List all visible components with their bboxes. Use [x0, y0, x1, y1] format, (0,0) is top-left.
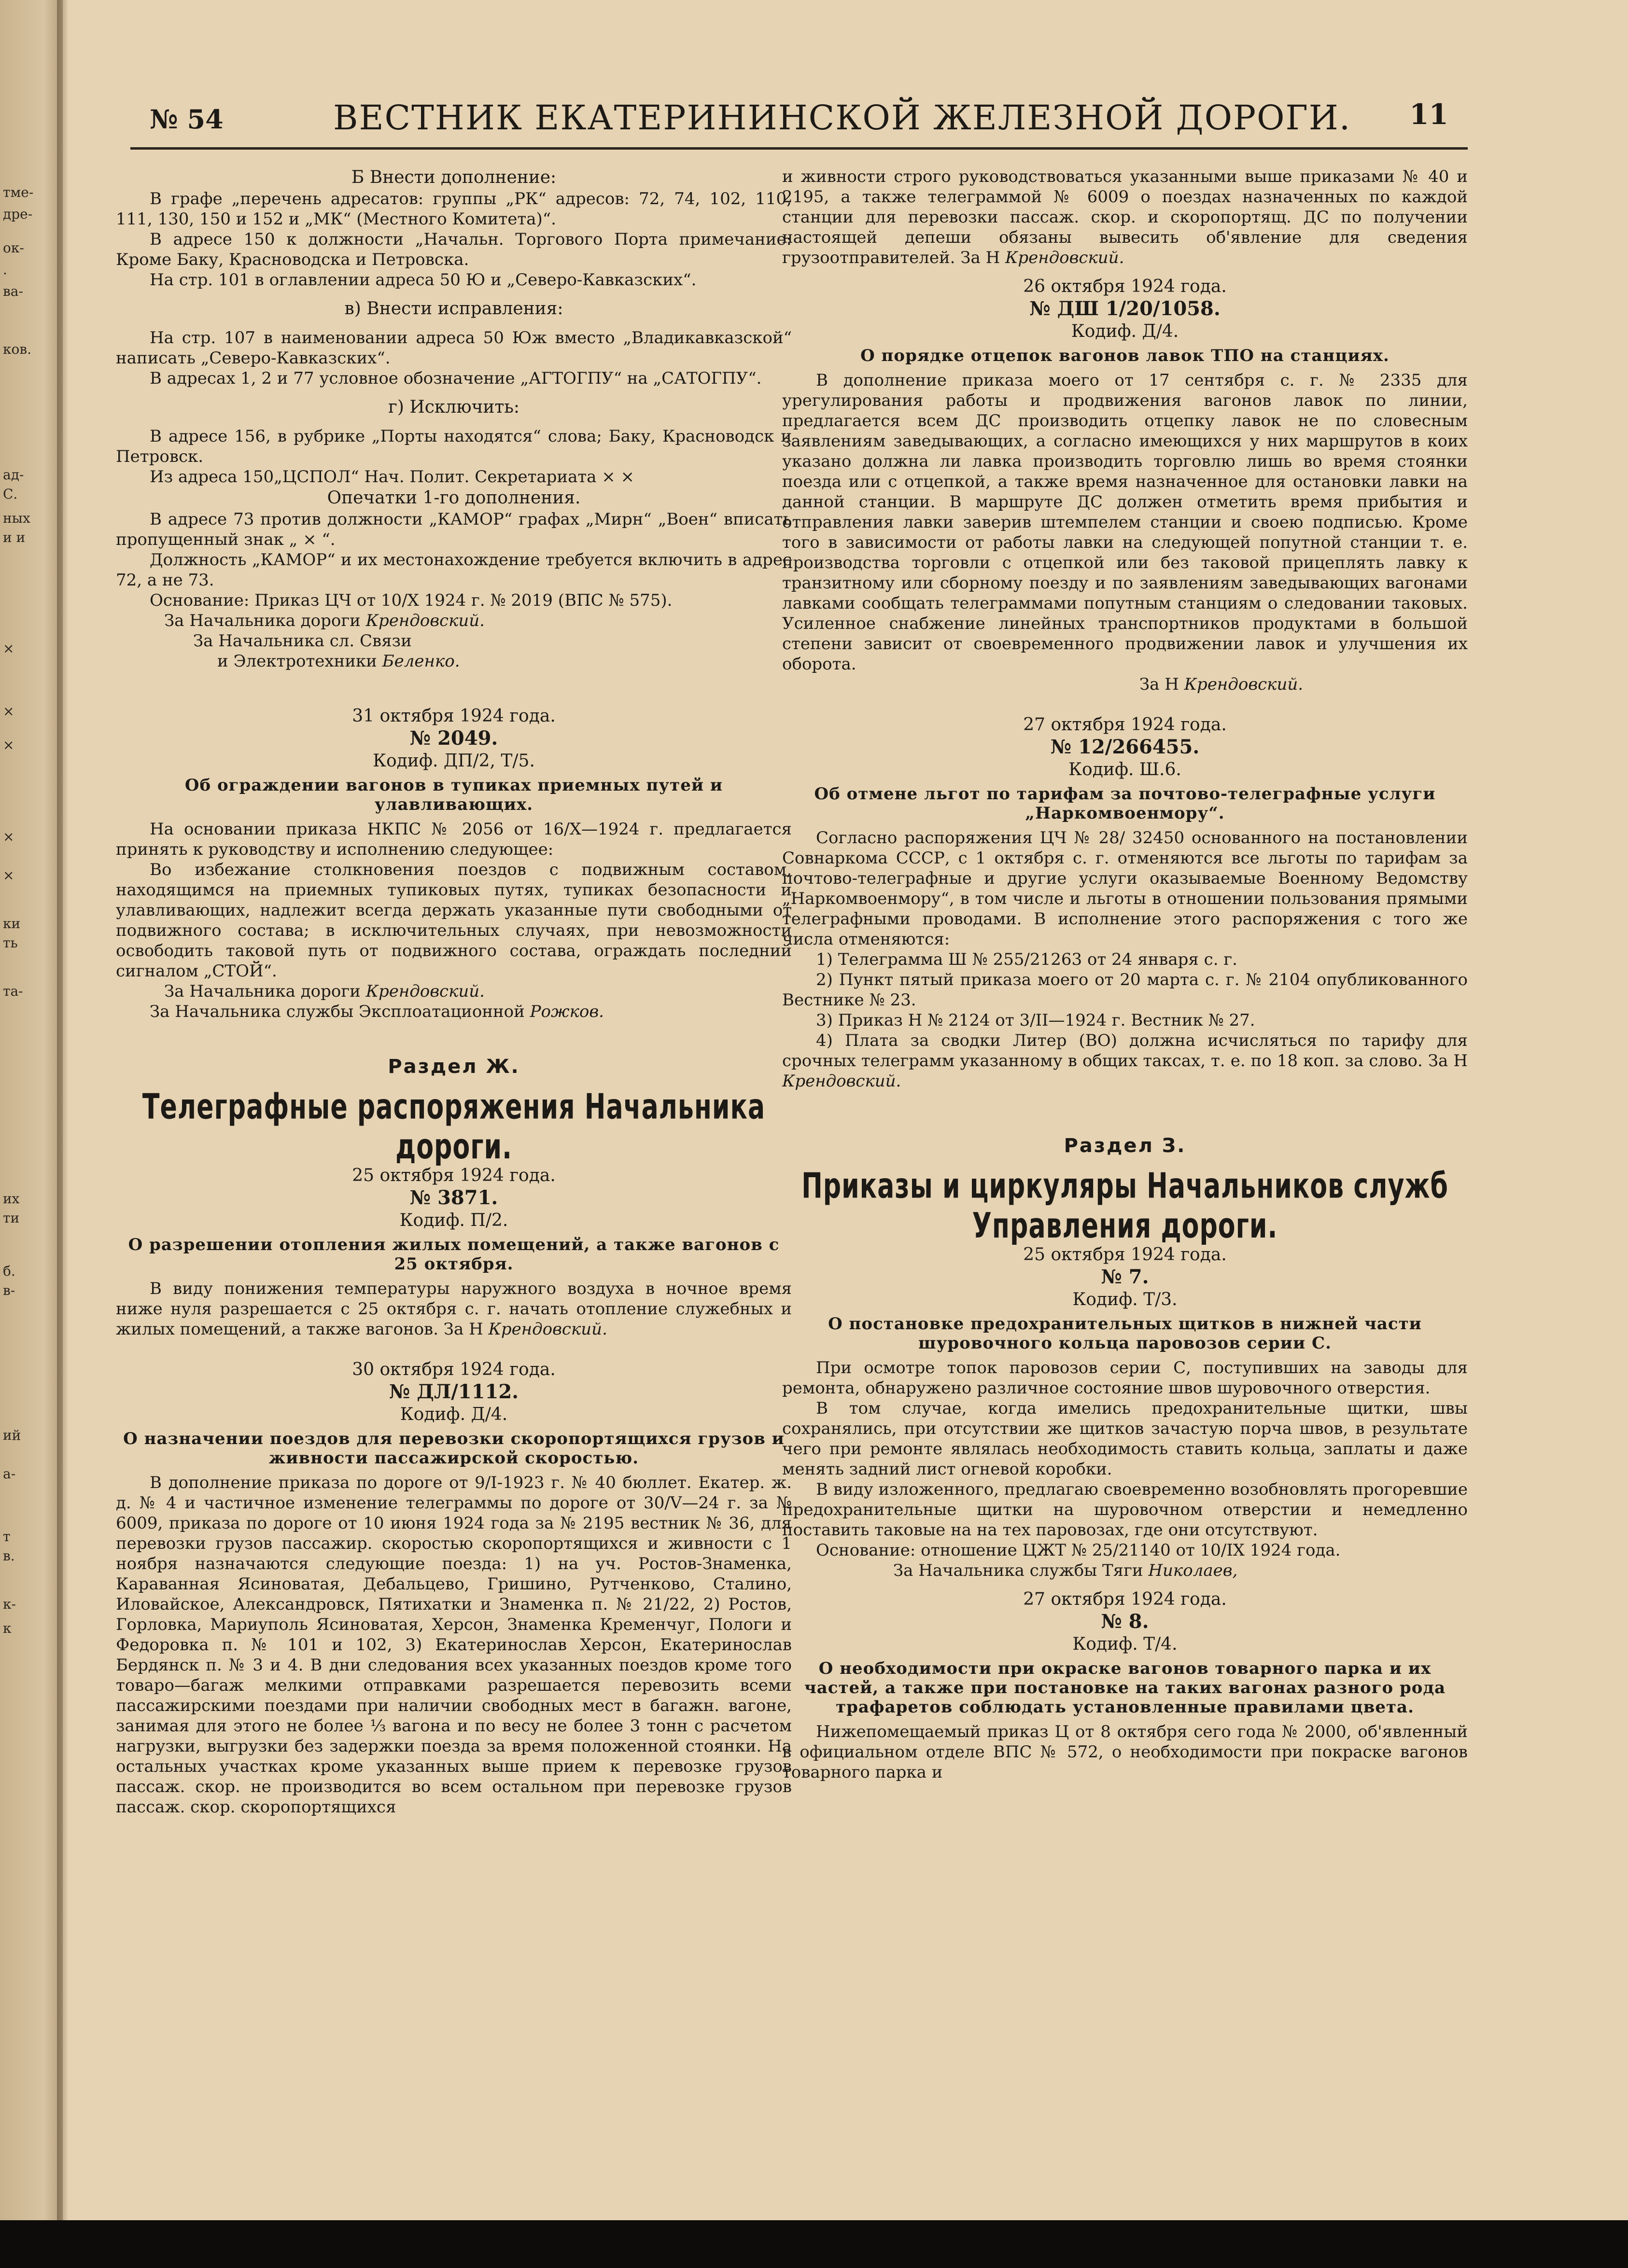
margin-fragment: к [3, 1620, 12, 1636]
order-code: Кодиф. Т/4. [1072, 1634, 1178, 1654]
paragraph: В дополнение приказа по дороге от 9/I-1923 г. № 40 бюллет. Екатер. ж. д. № 4 и частичное изменение телеграммы по дороге от 30/V—24 г. за № 6009, приказа по дороге от 10 июня 1924 года за № 2195 вестник № 36, для перевозки грузов пассажир. скоростью скоропортящихся и живности с 1 ноября назначаются следующие поезда: 1) на уч. Ростов-Знаменка, Караванная Ясиноватая, Дебальцево, Гришино, Рутченково, Сталино, Иловайское, Александровск, Пятихатки и Знаменка п. № 21/22, 2) Ростов, Горловка, Мариуполь Ясиноватая, Херсон, Знаменка Кременчуг, Пологи и Федоровка п. № 101 и 102, 3) Екатеринослав Херсон, Екатеринослав Бердянск п. № 3 и 4. В дни следования всех указанных поездов кроме того товаро—багаж мелкими отправками разрешается перевозить всеми пассажирскими поездами при наличии свободных мест в багажн. вагоне, занимая для этого не более ⅓ вагона и по весу не более 3 тонн с расчетом нагрузки, выгрузки без задержки поезда за время положенной стоянки. На остальных участках кроме указанных выше прием к перевозке грузов пассаж. скор. не производится во всем остальном при перевозке грузов пассаж. скор. скоропортящихся [116, 1473, 792, 1817]
margin-fragment: × [3, 703, 14, 719]
margin-fragment: ад- [3, 467, 24, 483]
margin-fragment: дре- [3, 206, 33, 222]
paragraph: В виду понижения температуры наружного воздуха в ночное время ниже нуля разрешается с 25 октября с. г. начать отопление служебных и жилых помещений, а также вагонов. За Н Крендовский. [116, 1279, 792, 1339]
paragraph: При осмотре топок паровозов серии С, поступивших на заводы для ремонта, обнаружено различное состояние швов шуровочного отверстия. [782, 1358, 1468, 1398]
order-code: Кодиф. П/2. [399, 1211, 508, 1230]
margin-fragment: т [3, 1529, 11, 1544]
list-item: 1) Телеграмма Ш № 255/21263 от 24 января с. г. [816, 950, 1237, 969]
section-label: Раздел З. [1064, 1135, 1186, 1157]
margin-fragment: тме- [3, 184, 34, 200]
order-number: № ДЛ/1112. [389, 1380, 519, 1403]
paragraph: Из адреса 150„ЦСПОЛ“ Нач. Полит. Секретариата × × [150, 467, 635, 487]
margin-fragment: × [3, 737, 14, 753]
paragraph: В дополнение приказа моего от 17 сентября с. г. № 2335 для урегулирования работы и продвижения вагонов лавок по линии, предлагается всем ДС производить отцепку лавок не по словесным заявлениям заведывающих, а согласно имеющихся у них маршрутов в коих указано должна ли лавка производить торговлю лишь во время стоянки поезда или с отцепкой, а также время назначенное для остановки лавки на данной станции. В маршруте ДС должен отметить время прибытия и отправления лавки заверив штемпелем станции и своею подписью. Кроме того в зависимости от работы лавки на следующей попутной станции т. е. производства торговли с отцепкой или без таковой прицеплять лавку к транзитному или сборному поезду и по заявлениям заведывающих вагонами лавками сообщать телеграммами попутным станциям о следовании таковых. Усиленное снабжение линейных транспортников продуктами в большой степени зависит от своевременного продвижении лавок и улучшения их оборота. [782, 371, 1468, 674]
margin-fragment: в. [3, 1548, 15, 1564]
margin-fragment: ва- [3, 283, 23, 299]
order-heading: О постановке предохранительных щитков в нижней части шуровочного кольца паровозов серии С. [828, 1314, 1422, 1353]
paragraph: В графе „перечень адресатов: группы „РК“ адресов: 72, 74, 102, 110, 111, 130, 150 и 152 и „МК“ (Местного Комитета)“. [116, 189, 792, 229]
margin-fragment: × [3, 640, 14, 656]
order-heading: О необходимости при окраске вагонов товарного парка и их частей, а также при постановке на таких вагонах разного рода трафаретов соблюдать установленные правилами цвета. [804, 1659, 1446, 1717]
margin-fragment: та- [3, 983, 23, 999]
margin-fragment: ти [3, 1210, 20, 1226]
publication-title: ВЕСТНИК ЕКАТЕРИНИНСКОЙ ЖЕЛЕЗНОЙ ДОРОГИ. [333, 98, 1351, 138]
margin-fragment: а- [3, 1466, 16, 1482]
order-code: Кодиф. Т/3. [1072, 1290, 1178, 1309]
paragraph: На стр. 107 в наименовании адреса 50 Юж вместо „Владикавказской“ написать „Северо-Кавказских“. [116, 328, 792, 368]
section-g-title: г) Исключить: [388, 397, 520, 417]
issue-number: № 54 [150, 104, 224, 135]
order-code: Кодиф. Д/4. [1071, 321, 1179, 341]
order-date: 27 октября 1924 года. [1023, 715, 1227, 735]
margin-fragment: их [3, 1191, 20, 1207]
order-date: 27 октября 1924 года. [1023, 1589, 1227, 1609]
page-header [130, 94, 1468, 150]
margin-fragment: × [3, 829, 14, 845]
order-heading: Об отмене льгот по тарифам за почтово-телеграфные услуги „Наркомвоенмору“. [814, 784, 1436, 823]
order-heading: Об ограждении вагонов в тупиках приемных путей и улавливающих. [184, 776, 723, 814]
paragraph: и живности строго руководствоваться указанными выше приказами № 40 и 2195, а также телеграммой № 6009 о поездах назначенных по каждой станции для перевозки пассаж. скор. и скоропортящ. ДС по получении настоящей депеши обязаны вывесить об'явление для сведения грузоотправителей. За Н Крендовский. [782, 167, 1468, 267]
margin-fragment: ть [3, 935, 18, 951]
left-column [116, 167, 792, 1817]
section-b-title: Б Внести дополнение: [351, 167, 557, 187]
section-label: Раздел Ж. [388, 1056, 520, 1078]
section-v-title: в) Внести исправления: [344, 299, 563, 319]
order-code: Кодиф. Ш.6. [1068, 760, 1181, 779]
order-date: 25 октября 1924 года. [352, 1166, 556, 1185]
order-number: № 2049. [409, 727, 498, 750]
paragraph: Нижепомещаемый приказ Ц от 8 октября сего года № 2000, об'явленный в официальном отделе ВПС № 572, о необходимости при покраске вагонов товарного парка и [782, 1722, 1468, 1782]
margin-fragment: ий [3, 1427, 21, 1443]
order-heading: О разрешении отопления жилых помещений, а также вагонов с 25 октября. [128, 1235, 780, 1274]
page-number: 11 [1409, 98, 1448, 131]
margin-fragment: С. [3, 486, 18, 502]
list-item: 2) Пункт пятый приказа моего от 20 марта с. г. № 2104 опубликованного Вестнике № 23. [782, 970, 1468, 1010]
margin-fragment: × [3, 867, 14, 883]
signature: За Н Крендовский. [1139, 675, 1304, 694]
margin-fragment: . [3, 262, 7, 278]
paragraph: На основании приказа НКПС № 2056 от 16/Х—1924 г. предлагается принять к руководству и исполнению следующее: [116, 820, 792, 859]
section-title: Приказы и циркуляры Начальников служб Управления дороги. [801, 1165, 1448, 1246]
scan-background [0, 2220, 1628, 2268]
paragraph: В виду изложенного, предлагаю своевременно возобновлять прогоревшие предохранительные щитки на шуровочном отверстии и немедленно поставить таковые на на тех паровозах, где они отсутствуют. [782, 1480, 1468, 1540]
margin-fragment: к- [3, 1596, 16, 1612]
margin-fragment: ков. [3, 341, 32, 357]
margin-fragment: ок- [3, 240, 24, 256]
paragraph: В адресах 1, 2 и 77 условное обозначение „АГТОГПУ“ на „САТОГПУ“. [150, 369, 762, 388]
paragraph: В адресе 156, в рубрике „Порты находятся“ слова; Баку, Красноводск и Петровск. [116, 427, 792, 466]
order-number: № 3871. [409, 1186, 498, 1209]
order-date: 26 октября 1924 года. [1023, 277, 1227, 296]
paragraph: На стр. 101 в оглавлении адреса 50 Ю и „Северо-Кавказских“. [150, 270, 697, 290]
margin-fragment: б. [3, 1263, 15, 1279]
list-item: 4) Плата за сводки Литер (ВО) должна исчисляться по тарифу для срочных телеграмм указанному в общих таксах, т. е. по 18 коп. за слово. За Н Крендовский. [782, 1031, 1468, 1091]
signature: За Начальника дороги Крендовский. [164, 611, 485, 630]
order-code: Кодиф. ДП/2, Т/5. [373, 751, 535, 771]
order-heading: О порядке отцепок вагонов лавок ТПО на станциях. [860, 346, 1389, 365]
margin-fragment: ных [3, 510, 30, 526]
paragraph: В адресе 73 против должности „КАМОР“ графах „Мирн“ „Воен“ вписать пропущенный знак „ × “. [116, 510, 792, 549]
order-number: № ДШ 1/20/1058. [1029, 297, 1221, 320]
order-number: № 7. [1101, 1266, 1149, 1288]
paragraph: В том случае, когда имелись предохранительные щитки, швы сохранялись, при отсутствии же щитков зачастую порча швов, в результате чего при ремонте являлась необходимость ставить кольца, заплаты и даже менять задний лист огневой коробки. [782, 1399, 1468, 1479]
binding-shadow [57, 0, 69, 2220]
paragraph: Должность „КАМОР“ и их местонахождение требуется включить в адрес 72, а не 73. [116, 550, 792, 590]
margin-fragment: в- [3, 1282, 15, 1298]
margin-fragment: и и [3, 529, 26, 545]
order-number: № 12/266455. [1050, 736, 1200, 758]
signature: и Электротехники Беленко. [217, 652, 460, 671]
signature: За Начальника сл. Связи [193, 631, 412, 651]
previous-page-edge [0, 0, 63, 2220]
order-number: № 8. [1101, 1610, 1149, 1633]
paragraph: Основание: отношение ЦЖТ № 25/21140 от 10/IX 1924 года. [816, 1541, 1341, 1560]
signature: За Начальника службы Тяги Николаев, [893, 1561, 1238, 1580]
order-heading: О назначении поездов для перевозки скоропортящихся грузов и живности пассажирской скоростью. [123, 1429, 785, 1468]
paragraph: Согласно распоряжения ЦЧ № 28/ 32450 основанного на постановлении Совнаркома СССР, с 1 октября с. г. отменяются все льготы по тарифам за почтово-телеграфные и другие услуги оказываемые Военному Ведомству „Наркомвоенмору“, в том числе и льготы в отношении пользования прямыми телеграфными проводами. В исполнение этого распоряжения с того же числа отменяются: [782, 828, 1468, 949]
section-title: Телеграфные распоряжения Начальника дороги. [142, 1085, 766, 1167]
errata-title: Опечатки 1-го дополнения. [327, 488, 581, 508]
paragraph: В адресе 150 к должности „Начальн. Торгового Порта примечание: Кроме Баку, Красноводска и Петровска. [116, 230, 792, 269]
order-code: Кодиф. Д/4. [400, 1405, 508, 1424]
margin-fragment: ки [3, 916, 21, 932]
paragraph: Основание: Приказ ЦЧ от 10/Х 1924 г. № 2019 (ВПС № 575). [150, 591, 673, 610]
order-date: 30 октября 1924 года. [352, 1360, 556, 1379]
paragraph: Во избежание столкновения поездов с подвижным составом, находящимся на приемных тупиковых путях, тупиках безопасности и улавливающих, надлежит всегда держать указанные пути свободными от подвижного состава; в исключительных случаях, при невозможности освободить таковой путь от подвижного состава, ограждать последний сигналом „СТОЙ“. [116, 860, 792, 981]
signature: За Начальника службы Эксплоатационной Рожков. [150, 1002, 604, 1021]
order-date: 25 октября 1924 года. [1023, 1245, 1227, 1265]
right-column [782, 167, 1468, 1782]
list-item: 3) Приказ Н № 2124 от 3/II—1924 г. Вестник № 27. [816, 1011, 1255, 1030]
signature: За Начальника дороги Крендовский. [164, 982, 485, 1001]
order-date: 31 октября 1924 года. [352, 706, 556, 726]
